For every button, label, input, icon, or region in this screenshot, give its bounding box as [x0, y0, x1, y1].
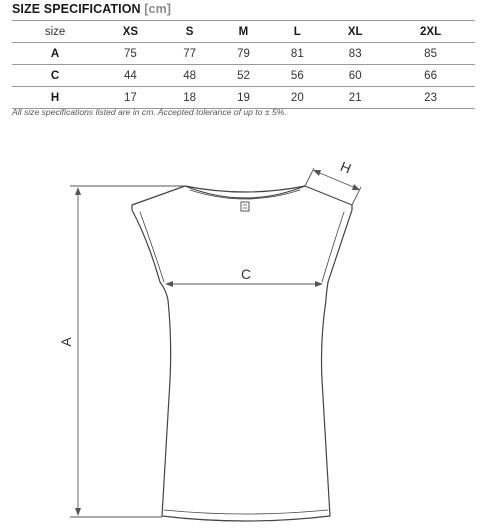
table-cell: 85 — [386, 43, 475, 65]
title-text: SIZE SPECIFICATION — [12, 2, 141, 16]
length-arrow-top — [75, 187, 81, 195]
neck-extension-left — [305, 168, 314, 186]
neck-arrow-right — [352, 184, 360, 190]
table-cell: 19 — [217, 87, 271, 109]
table-cell: 81 — [270, 43, 324, 65]
table-cell: 48 — [163, 65, 217, 87]
table-cell: 21 — [324, 87, 386, 109]
table-row — [12, 65, 475, 87]
tolerance-note: All size specifications listed are in cm. Accepted tolerance of up to ± 5%. — [12, 107, 287, 117]
page-title — [12, 2, 171, 16]
table-cell: 17 — [98, 87, 163, 109]
length-arrow-bottom — [75, 508, 81, 516]
chest-label: C — [240, 266, 252, 282]
table-cell: 56 — [270, 65, 324, 87]
table-cell: 20 — [270, 87, 324, 109]
size-header-s: S — [163, 21, 217, 43]
neck-arrow-left — [313, 170, 321, 176]
row-label-h: H — [12, 87, 98, 109]
row-label-a: A — [12, 43, 98, 65]
size-header-l: L — [270, 21, 324, 43]
table-cell: 44 — [98, 65, 163, 87]
size-table-header-row — [12, 21, 475, 43]
size-header-xs: XS — [98, 21, 163, 43]
row-label-c: C — [12, 65, 98, 87]
table-cell: 75 — [98, 43, 163, 65]
garment-outline — [132, 186, 352, 521]
table-cell: 18 — [163, 87, 217, 109]
left-sleeve-hem — [140, 212, 164, 282]
size-table — [12, 20, 475, 109]
table-cell: 66 — [386, 65, 475, 87]
size-header-m: M — [217, 21, 271, 43]
table-row — [12, 43, 475, 65]
table-cell: 23 — [386, 87, 475, 109]
table-cell: 52 — [217, 65, 271, 87]
table-cell: 77 — [163, 43, 217, 65]
bottom-hem — [164, 510, 328, 514]
length-label: A — [58, 337, 74, 347]
size-header-2xl: 2XL — [386, 21, 475, 43]
chest-arrow-left — [165, 281, 173, 287]
title-unit: [cm] — [144, 2, 172, 16]
size-header-xl: XL — [324, 21, 386, 43]
right-sleeve-hem — [322, 212, 344, 282]
neck-dimension-line — [315, 171, 358, 189]
label-tag-icon — [241, 202, 249, 211]
neck-label: H — [338, 158, 354, 177]
table-row — [12, 87, 475, 109]
size-column-header: size — [12, 21, 98, 43]
garment-diagram — [0, 150, 481, 530]
table-cell: 60 — [324, 65, 386, 87]
table-cell: 83 — [324, 43, 386, 65]
table-cell: 79 — [217, 43, 271, 65]
